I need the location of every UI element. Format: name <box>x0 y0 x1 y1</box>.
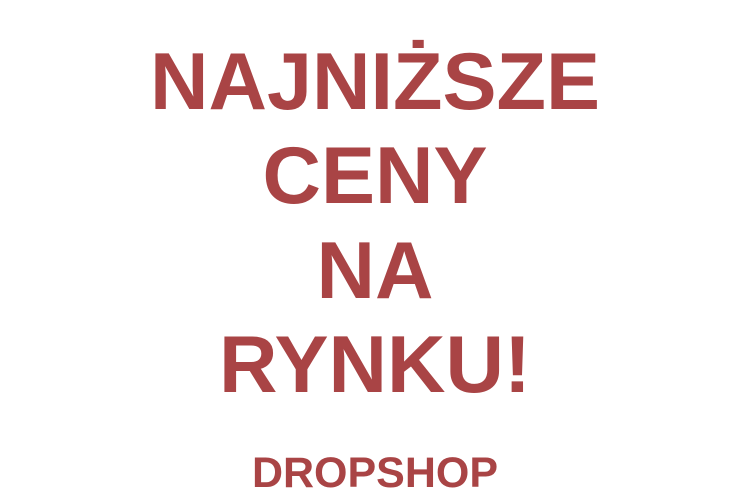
headline-line-4: RYNKU! <box>219 320 531 410</box>
headline-line-2: CENY <box>262 131 488 221</box>
headline-line-3: NA <box>316 226 434 316</box>
headline-line-1: NAJNIŻSZE <box>149 37 601 127</box>
brand-name: DROPSHOP <box>251 449 499 497</box>
